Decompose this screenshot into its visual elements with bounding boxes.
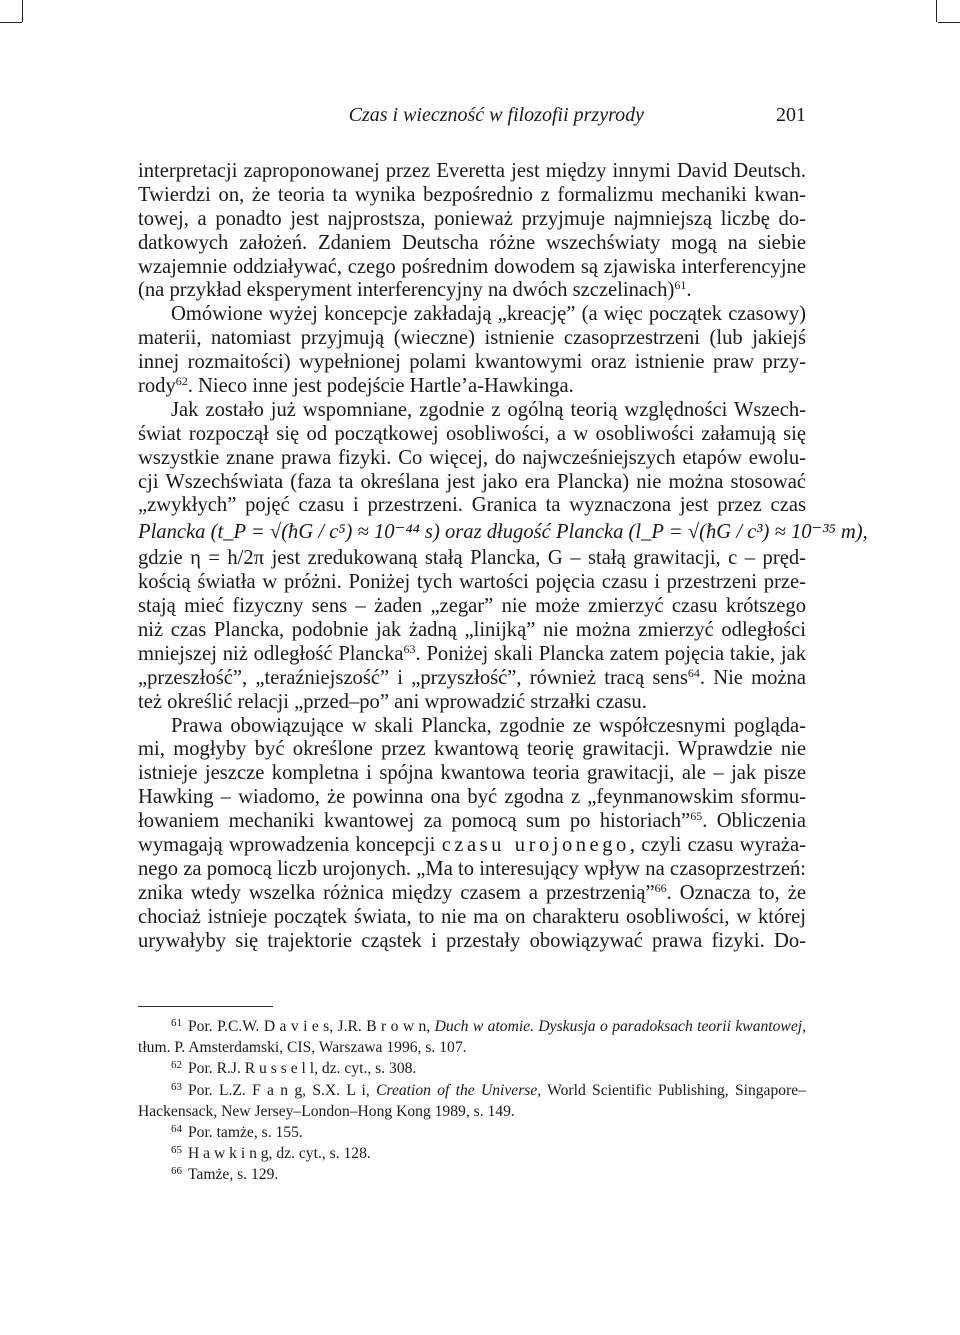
footnote: $^{61}$ Por. P.C.W. D a v i e s, J.R. B r o w n, Duch w atomie. Dyskusja o paradoksach teorii kwantowej, tłum. P. Amsterdamski, CIS, Warszawa 1996, s. 107. — [138, 1017, 806, 1057]
text-line: mniejszej niż odległość Plancka$^{63}$. Poniżej skali Plancka zatem pojęcia takie, jak — [138, 641, 806, 665]
text-line: interpretacji zaproponowanej przez Everetta jest między innymi David Deutsch. — [138, 160, 806, 182]
text-line: wzajemnie oddziaływać, czego pośrednim dowodem są zjawiska interferencyjne — [138, 255, 806, 278]
footnote-ref: 65 — [690, 809, 703, 824]
planck-formulas: Plancka (t_P = √(ħG / c⁵) ≈ 10⁻⁴⁴ s) oraz długość Plancka (l_P = √(ħG / c³) ≈ 10⁻³⁵ m), — [138, 521, 868, 544]
footnote-rule — [138, 1006, 273, 1007]
text-line: wymagają wprowadzenia koncepcji czasu urojonego, czyli czasu wyraża- — [138, 834, 806, 857]
text-line: innej rozmaitości) wypełnionej polami kwantowymi oraz istnienie praw przy- — [138, 351, 806, 374]
text-line: kością światła w próżni. Poniżej tych wartości pojęcia czasu i przestrzeni prze- — [138, 571, 806, 594]
footnote: $^{64}$ Por. tamże, s. 155. — [171, 1123, 303, 1142]
footnote: $^{63}$ Por. L.Z. F a n g, S.X. L i, Creation of the Universe, World Scientific Publishing, Singapore–Hackensack, New Jersey–London–Hong Kong 1989, s. 149. — [138, 1080, 806, 1120]
text-line: świat rozpoczął się od początkowej osobliwości, a w osobliwości załamują się — [138, 422, 806, 445]
text-line: materii, natomiast przyjmują (wieczne) istnienie czasoprzestrzeni (lub jakiejś — [138, 327, 806, 350]
text-line: towej, a ponadto jest najprostsza, ponieważ przyjmuje najmniejszą liczbę do- — [138, 207, 806, 230]
text-line: istnieje jeszcze kompletna i spójna kwantowa teoria grawitacji, ale – jak pisze — [138, 762, 806, 785]
text-line: znika wtedy wszelka różnica między czasem a przestrzenią”$^{66}$. Oznacza to, że — [138, 880, 806, 904]
text-line: gdzie η = h/2π jest zredukowaną stałą Plancka, G – stałą grawitacji, c – pręd- — [138, 547, 806, 570]
footnote-ref: 64 — [687, 665, 700, 680]
crop-mark-top-right — [936, 0, 937, 22]
text-line: Omówione wyżej koncepcje zakładają „kreację” (a więc początek czasowy) — [171, 303, 806, 326]
text-line: nego za pomocą liczb urojonych. „Ma to interesujący wpływ na czasoprzestrzeń: — [138, 857, 806, 880]
crop-mark-top-right-h — [938, 22, 960, 23]
text-line: urywałyby się trajektorie cząstek i przestały obowiązywać prawa fizyki. Do- — [138, 929, 806, 952]
text-line: mi, mogłyby być określone przez kwantową teorię grawitacji. Wprawdzie nie — [138, 738, 806, 761]
text-line: Hawking – wiadomo, że powinna ona być zgodna z „feynmanowskim sformu- — [138, 786, 806, 809]
footnote-ref: 62 — [175, 374, 188, 389]
footnotes — [138, 1016, 806, 1186]
text-line: też określić relacji „przed–po” ani wprowadzić strzałki czasu. — [138, 690, 647, 713]
text-line: cji Wszechświata (faza ta określana jest jako era Plancka) nie można stosować — [138, 470, 806, 493]
crop-mark-top-left — [22, 0, 23, 22]
text-line: „przeszłość”, „teraźniejszość” i „przyszłość”, również tracą sens$^{64}$. Nie można — [138, 665, 806, 689]
footnote: $^{65}$ H a w k i n g, dz. cyt., s. 128. — [171, 1144, 371, 1163]
text-line: stają mieć fizyczny sens – żaden „zegar” nie może zmierzyć czasu krótszego — [138, 595, 806, 618]
footnote-ref: 63 — [403, 641, 416, 656]
text-line: Jak zostało już wspomniane, zgodnie z ogólną teorią względności Wszech- — [171, 398, 806, 421]
text-line: datkowych założeń. Zdaniem Deutscha różne wszechświaty mogą na siebie — [138, 231, 806, 254]
text-line: rody$^{62}$. Nieco inne jest podejście Hartle’a-Hawkinga. — [138, 374, 574, 398]
footnote-ref: 61 — [674, 278, 687, 293]
text-line: wszystkie znane prawa fizyki. Co więcej, do najwcześniejszych etapów ewolu- — [138, 446, 806, 469]
text-line: Prawa obowiązujące w skali Plancka, zgodnie ze współczesnymi pogląda- — [171, 714, 806, 737]
text-line: (na przykład eksperyment interferencyjny na dwóch szczelinach)$^{61}$. — [138, 278, 692, 302]
text-line-with-formula — [138, 518, 868, 547]
footnote: $^{62}$ Por. R.J. R u s s e l l, dz. cyt., s. 308. — [171, 1059, 417, 1078]
running-title: Czas i wieczność w filozofii przyrody — [348, 104, 644, 126]
body-text — [138, 160, 868, 954]
spaced-term: czasu urojonego — [441, 834, 630, 857]
text-line: niż czas Plancka, podobnie jak żadną „linijką” nie można zmierzyć odległości — [138, 619, 806, 642]
footnote: $^{66}$ Tamże, s. 129. — [171, 1165, 279, 1184]
text-line: Twierdzi on, że teoria ta wynika bezpośrednio z formalizmu mechaniki kwan- — [138, 183, 806, 206]
text-line: chociaż istnieje początek świata, to nie ma on charakteru osobliwości, w której — [138, 905, 806, 928]
crop-mark-top-left-h — [0, 22, 22, 23]
footnote-ref: 66 — [654, 880, 667, 895]
text-line: łowaniem mechaniki kwantowej za pomocą sum po historiach”$^{65}$. Obliczenia — [138, 809, 806, 833]
page-number: 201 — [776, 104, 806, 126]
running-header — [138, 104, 806, 134]
text-line: „zwykłych” pojęć czasu i przestrzeni. Granica ta wyznaczona jest przez czas — [138, 494, 806, 517]
